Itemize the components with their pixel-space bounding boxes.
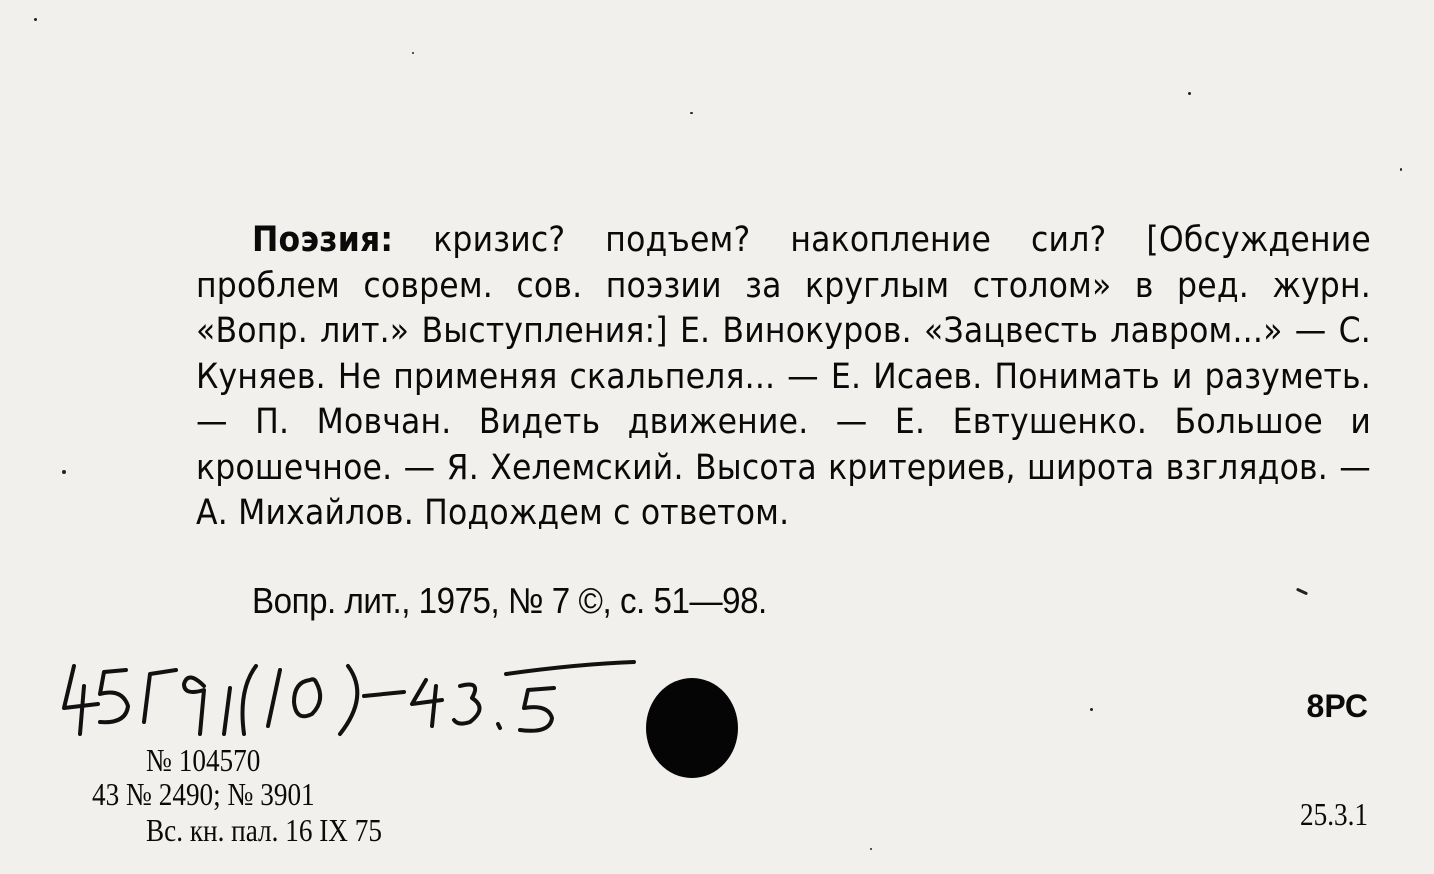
- hole-punch: [646, 678, 738, 778]
- handwriting-drawing: [58, 630, 658, 740]
- paper-speck: [412, 52, 414, 54]
- order-numbers: 43 № 2490; № 3901: [92, 776, 315, 812]
- card-number: № 104570: [146, 742, 261, 778]
- entry-body: кризис? подъем? накопление сил? [Обсуждение проблем соврем. сов. поэзии за круглым столом» в ред. журн. «Вопр. лит.» Выступления:] Е. Винокуров. «Зацвесть лавром...» — С. Куняев. Не применяя скальпеля... — Е. Исаев. Понимать и разуметь. — П. Мовчан. Видеть движение. — Е. Евтушенко. Большое и крошечное. — Я. Хелемский. Высота критериев, широта взглядов. — А. Михайлов. Подождем с ответом.: [196, 220, 1371, 533]
- paper-speck: [1296, 588, 1308, 596]
- paper-speck: [870, 848, 872, 850]
- handwritten-classification-mark: [58, 630, 658, 740]
- bibliographic-entry: [196, 218, 1371, 537]
- corner-code: 8РС: [1306, 688, 1368, 724]
- signed-date-line: Вс. кн. пал. 16 IX 75: [146, 812, 382, 848]
- paper-speck: [34, 18, 37, 21]
- entry-heading: Поэзия:: [252, 220, 394, 260]
- paper-speck: [1090, 708, 1093, 711]
- paper-speck: [690, 112, 693, 114]
- paper-speck: [1400, 168, 1402, 171]
- corner-date: 25.3.1: [1300, 796, 1368, 832]
- source-citation: Вопр. лит., 1975, № 7 ©, с. 51—98.: [252, 580, 767, 621]
- paper-speck: [1188, 92, 1191, 95]
- paper-speck: [62, 470, 66, 474]
